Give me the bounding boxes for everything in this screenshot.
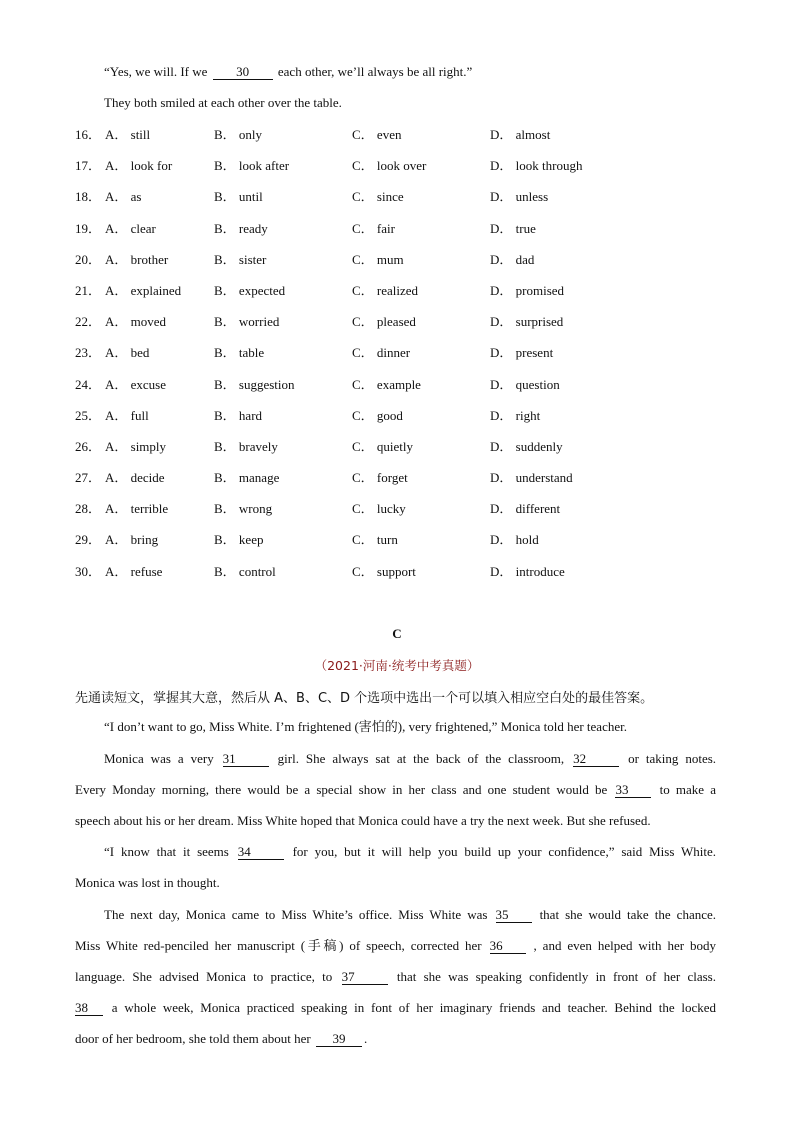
option-d: D． unless (490, 189, 549, 205)
instruction-text: 先通读短文，掌握其大意，然后从 A、B、C、D 个选项中选出一个可以填入相应空白处的最佳答案。 (75, 691, 654, 706)
option-b: B． ready (214, 220, 268, 236)
question-number: 17． (75, 158, 102, 174)
option-c: C． mum (352, 251, 404, 267)
option-d: D． suddenly (490, 438, 563, 454)
blank-31: 31 (223, 751, 269, 767)
option-c: C． good (352, 407, 403, 423)
question-row (75, 563, 715, 594)
option-c: C． quietly (352, 438, 414, 454)
option-a: A． bed (105, 345, 150, 361)
question-row (75, 282, 715, 313)
options-list (75, 126, 715, 594)
passage-line: 38 a whole week, Monica practiced speaking in font of her imaginary friends and teacher. Behind the locked (75, 1000, 717, 1015)
option-c: C． turn (352, 532, 398, 548)
blank-35: 35 (496, 907, 532, 923)
question-number: 18． (75, 189, 102, 205)
option-b: B． bravely (214, 438, 278, 454)
question-number: 25． (75, 407, 102, 423)
option-c: C． since (352, 189, 404, 205)
question-number: 21． (75, 282, 102, 298)
blank-39: 39 (316, 1031, 362, 1047)
source-label: （2021·河南·统考中考真题） (314, 658, 480, 673)
option-a: A． moved (105, 314, 167, 330)
option-a: A． decide (105, 470, 165, 486)
question-number: 22． (75, 314, 102, 330)
passage-line: Miss White red-penciled her manuscript (手稿) of speech, corrected her 36 , and even helped with her body (75, 938, 717, 953)
option-a: A． terrible (105, 501, 169, 517)
passage-line: “I know that it seems 34 for you, but it will help you build up your confidence,” said Miss White. (104, 844, 717, 859)
question-row (75, 376, 715, 407)
intro-line-2: They both smiled at each other over the table. (104, 95, 342, 110)
passage-line: Every Monday morning, there would be a special show in her class and one student would be 33 to make a (75, 782, 716, 797)
option-b: B． manage (214, 470, 280, 486)
option-c: C． dinner (352, 345, 411, 361)
option-c: C． forget (352, 470, 408, 486)
option-d: D． introduce (490, 563, 565, 579)
option-a: A． refuse (105, 563, 163, 579)
question-row (75, 220, 715, 251)
question-number: 29． (75, 532, 102, 548)
intro-text: each other, we’ll always be all right.” (277, 64, 473, 79)
option-b: B． only (214, 127, 263, 142)
option-d: D． different (490, 501, 561, 517)
option-a: A． full (105, 407, 149, 423)
option-b: B． until (214, 189, 263, 205)
option-b: B． table (214, 345, 265, 361)
option-d: D． question (490, 376, 560, 392)
option-b: B． expected (214, 282, 286, 298)
option-a: A． excuse (105, 376, 167, 392)
question-row (75, 469, 715, 500)
question-row (75, 500, 715, 531)
passage-line: Monica was a very 31 girl. She always sat at the back of the classroom, 32 or taking notes. (104, 751, 717, 766)
question-number: 30． (75, 563, 102, 579)
question-row (75, 531, 715, 562)
option-b: B． control (214, 563, 276, 579)
question-row (75, 126, 715, 157)
option-a: A． still (105, 127, 151, 142)
question-number: 20． (75, 251, 102, 267)
option-a: A． brother (105, 251, 169, 267)
question-row (75, 313, 715, 344)
blank-33: 33 (615, 782, 651, 798)
option-c: C． lucky (352, 501, 406, 517)
question-number: 24． (75, 376, 102, 392)
option-a: A． simply (105, 438, 167, 454)
passage-line: Monica was lost in thought. (75, 875, 220, 890)
passage-line: “I don’t want to go, Miss White. I’m frightened (害怕的), very frightened,” Monica told her teacher. (104, 719, 627, 734)
option-c: C． pleased (352, 314, 416, 330)
passage-line: speech about his or her dream. Miss White hoped that Monica could have a try the next week. But she refused. (75, 813, 651, 828)
option-d: D． surprised (490, 314, 564, 330)
option-c: C． example (352, 376, 421, 392)
passage-line: door of her bedroom, she told them about her 39 . (75, 1031, 368, 1046)
option-a: A． clear (105, 220, 156, 236)
option-c: C． fair (352, 220, 395, 236)
blank-36: 36 (490, 938, 526, 954)
option-c: C． look over (352, 158, 427, 174)
option-a: A． look for (105, 158, 173, 174)
option-d: D． dad (490, 251, 535, 267)
option-a: A． explained (105, 282, 182, 298)
question-row (75, 438, 715, 469)
question-number: 23． (75, 345, 102, 361)
option-d: D． promised (490, 282, 565, 298)
option-c: C． support (352, 563, 416, 579)
question-row (75, 157, 715, 188)
option-d: D． understand (490, 470, 573, 486)
option-b: B． keep (214, 532, 264, 548)
question-number: 19． (75, 220, 102, 236)
option-a: A． as (105, 189, 142, 205)
section-title: C (392, 626, 402, 641)
question-row (75, 407, 715, 438)
question-row (75, 344, 715, 375)
option-b: B． wrong (214, 501, 273, 517)
option-c: C． realized (352, 282, 419, 298)
blank-34: 34 (238, 844, 284, 860)
question-number: 26． (75, 438, 102, 454)
option-d: D． almost (490, 127, 551, 142)
option-d: D． right (490, 407, 541, 423)
option-b: B． worried (214, 314, 280, 330)
option-b: B． sister (214, 251, 267, 267)
option-d: D． look through (490, 158, 583, 174)
option-c: C． even (352, 127, 402, 142)
intro-line-1 (104, 63, 472, 81)
option-d: D． present (490, 345, 554, 361)
passage-line: language. She advised Monica to practice, to 37 that she was speaking confidently in front of her class. (75, 969, 716, 984)
option-d: D． true (490, 220, 536, 236)
question-row (75, 188, 715, 219)
blank-32: 32 (573, 751, 619, 767)
option-b: B． suggestion (214, 376, 295, 392)
blank-38: 38 (75, 1000, 103, 1016)
question-row (75, 251, 715, 282)
intro-text: “Yes, we will. If we (104, 64, 208, 79)
question-number: 28． (75, 501, 102, 517)
option-a: A． bring (105, 532, 159, 548)
passage-line: The next day, Monica came to Miss White’s office. Miss White was 35 that she would take the chance. (104, 907, 717, 922)
option-b: B． look after (214, 158, 290, 174)
blank-30: 30 (213, 64, 273, 80)
option-b: B． hard (214, 407, 263, 423)
option-d: D． hold (490, 532, 539, 548)
question-number: 27． (75, 470, 102, 486)
question-number: 16． (75, 127, 102, 142)
blank-37: 37 (342, 969, 388, 985)
